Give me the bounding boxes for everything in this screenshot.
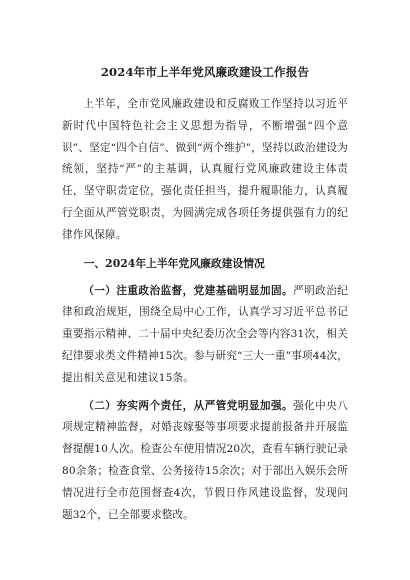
item-1-body: 严明政治纪律和政治规矩，围绕全局中心工作，认真学习习近平总书记重要指示精神、二十届中央纪委历次全会等内容31次，相关纪律要求类文件精神15次。参与研究“三大一重”事项44次，提出相关意见和建议15条。 xyxy=(62,284,348,384)
section-heading: 一、2024年上半年党风廉政建设情况 xyxy=(83,256,265,270)
item-2-lead: （二）夯实两个责任，从严管党明显加强。 xyxy=(83,399,294,412)
intro-paragraph: 上半年，全市党风廉政建设和反腐败工作坚持以习近平新时代中国特色社会主义思想为指导，不断增强“四个意识”、坚定“四个自信”、做到“两个维护”，坚持以政治建设为统领，坚持“严”的主基调，认真履行党风廉政建设主体责任，坚守职责定位，强化责任担当，提升履职能力，认真履行全面从严管党职责，为圆满完成各项任务提供强有力的纪律作风保障。 xyxy=(62,98,348,241)
item-1-lead: （一）注重政治监督，党建基础明显加固。 xyxy=(83,284,294,297)
item-1-paragraph xyxy=(62,281,348,390)
document-title: 2024年市上半年党风廉政建设工作报告 xyxy=(100,65,310,79)
item-2-body: 强化中央八项规定精神监督，对婚丧嫁娶等事项要求提前报备并开展监督提醒10人次。检查公车使用情况20次，查看车辆行驶记录80余条；检查食堂、公务接待15余次；对于部出入娱乐会所情况进行全市范围督查4次，节假日作风建设监督，发现问题32个，已全部要求整改。 xyxy=(62,399,348,521)
item-2-paragraph xyxy=(62,396,348,527)
